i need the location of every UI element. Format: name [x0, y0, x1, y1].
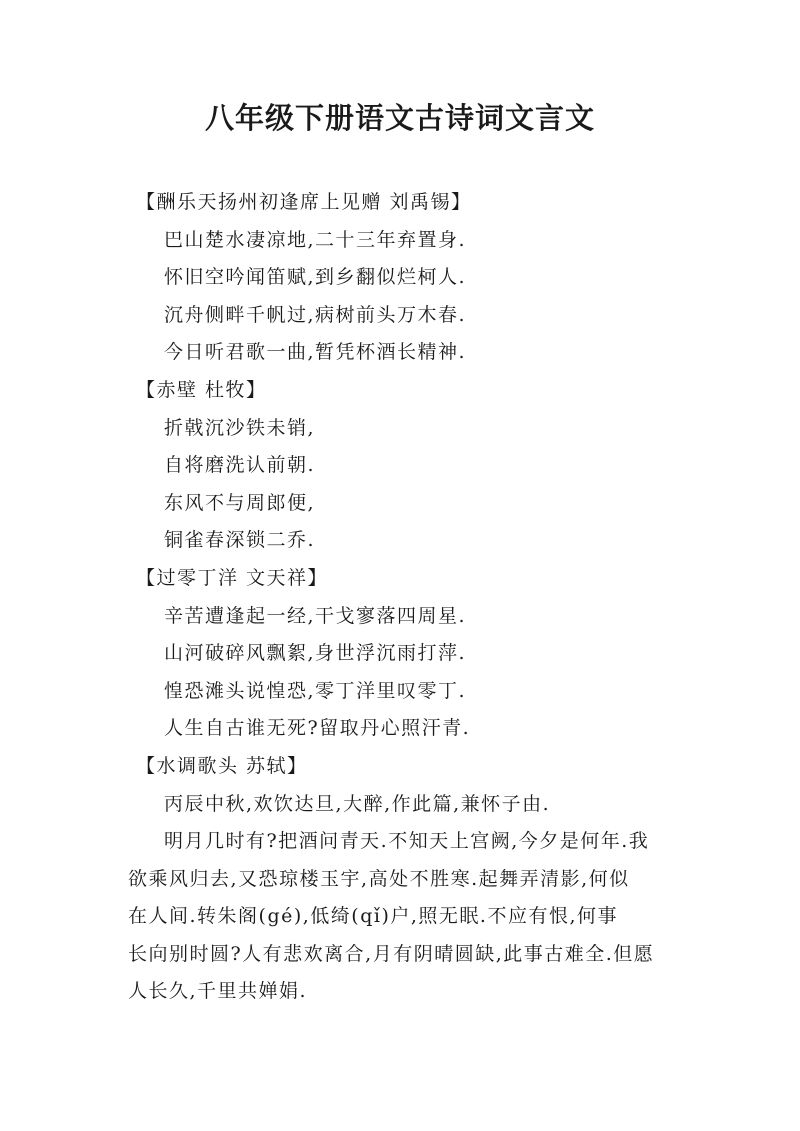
paragraph-line: 欲乘风归去,又恐琼楼玉宇,高处不胜寒.起舞弄清影,何似	[128, 867, 630, 890]
poem-line: 沉舟侧畔千帆过,病树前头万木春.	[164, 303, 467, 326]
poem-line: 折戟沉沙铁未销,	[164, 416, 316, 439]
paragraph-line: 长向别时圆?人有悲欢离合,月有阴晴圆缺,此事古难全.但愿	[128, 942, 655, 965]
poem-line: 铜雀春深锁二乔.	[164, 529, 316, 552]
poem-line: 巴山楚水凄凉地,二十三年弃置身.	[164, 228, 467, 251]
poem-line: 怀旧空吟闻笛赋,到乡翻似烂柯人.	[164, 266, 467, 289]
poem-preface: 丙辰中秋,欢饮达旦,大醉,作此篇,兼怀子由.	[164, 792, 551, 815]
poem-line: 山河破碎风飘絮,身世浮沉雨打萍.	[164, 642, 467, 665]
poem-heading: 【赤壁 杜牧】	[136, 378, 267, 401]
page-title: 八年级下册语文古诗词文言文	[204, 101, 595, 135]
paragraph-line: 人长久,千里共婵娟.	[128, 980, 308, 1003]
poem-line: 人生自古谁无死?留取丹心照汗青.	[164, 717, 471, 740]
paragraph-line: 在人间.转朱阁(gé),低绮(qǐ)户,照无眠.不应有恨,何事	[128, 905, 618, 928]
poem-heading: 【酬乐天扬州初逢席上见赠 刘禹锡】	[136, 191, 472, 213]
document-body	[128, 184, 688, 1011]
paragraph-line: 明月几时有?把酒问青天.不知天上宫阙,今夕是何年.我	[164, 830, 650, 853]
poem-line: 今日听君歌一曲,暂凭杯酒长精神.	[164, 341, 467, 364]
poem-line: 辛苦遭逢起一经,干戈寥落四周星.	[164, 604, 467, 627]
poem-body-paragraph	[128, 823, 688, 1011]
poem-line: 东风不与周郎便,	[164, 491, 316, 514]
poem-line: 惶恐滩头说惶恐,零丁洋里叹零丁.	[164, 679, 467, 702]
poem-line: 自将磨洗认前朝.	[164, 454, 316, 477]
poem-heading: 【过零丁洋 文天祥】	[136, 566, 329, 589]
poem-heading: 【水调歌头 苏轼】	[136, 754, 308, 777]
